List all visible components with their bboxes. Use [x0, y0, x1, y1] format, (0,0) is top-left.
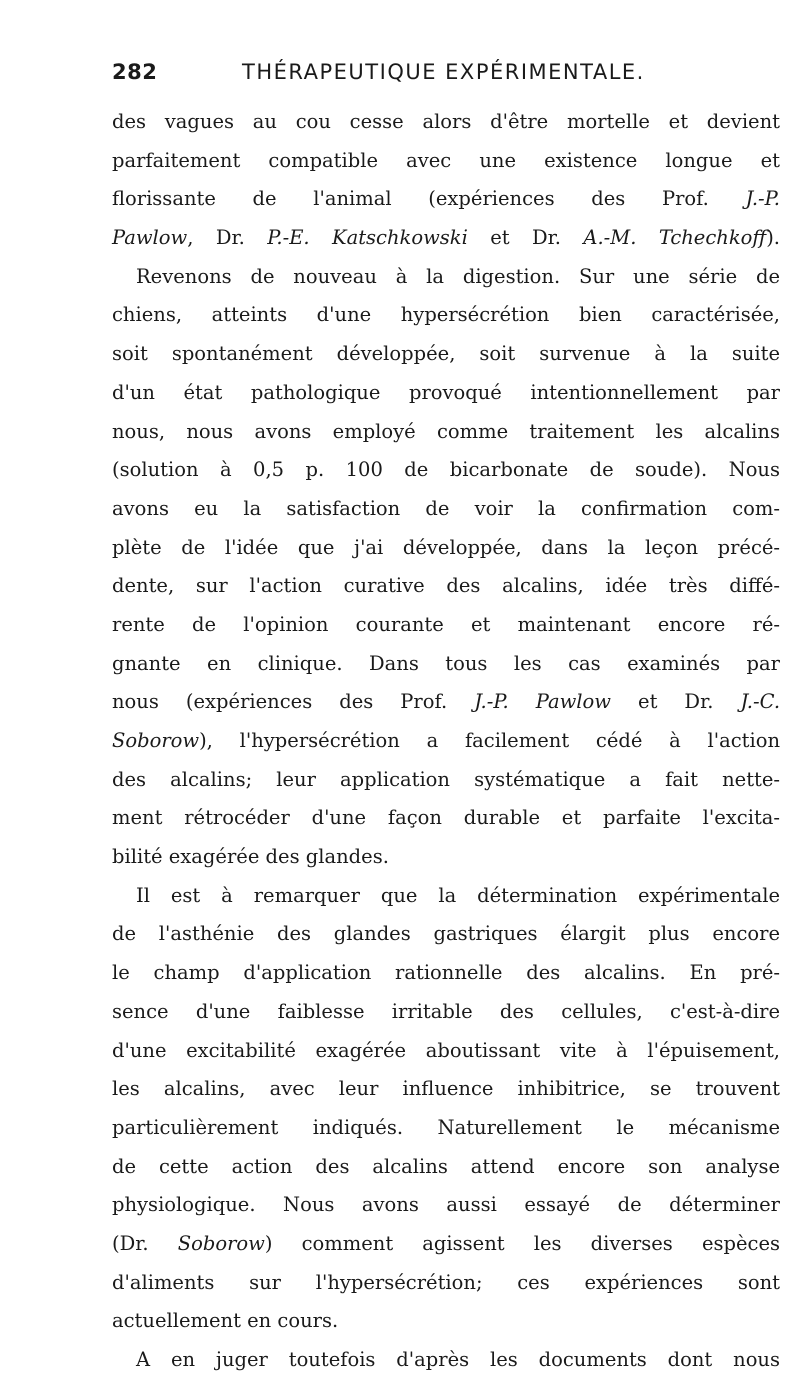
text-line: d'une excitabilité exagérée aboutissant vite à l'épuisement, [112, 1038, 780, 1062]
running-title: THÉRAPEUTIQUE EXPÉRIMENTALE. [242, 60, 645, 84]
text-line: plète de l'idée que j'ai développée, dans la leçon précé- [112, 535, 780, 559]
text-line: Pawlow, Dr. P.-E. Katschkowski et Dr. A.-M. Tchechkoff). [112, 226, 781, 250]
text-line: parfaitement compatible avec une existence longue et [112, 148, 780, 172]
text-line: d'aliments sur l'hypersécrétion; ces expériences sont [112, 1270, 780, 1294]
text-line: Soborow), l'hypersécrétion a facilement cédé à l'action [112, 729, 780, 752]
text-line: nous (expériences des Prof. J.-P. Pawlow et Dr. J.-C. [112, 690, 781, 714]
text-line: physiologique. Nous avons aussi essayé de déterminer [112, 1193, 780, 1217]
text-line: Revenons de nouveau à la digestion. Sur une série de [136, 264, 780, 288]
text-line: (solution à 0,5 p. 100 de bicarbonate de soude). Nous [112, 458, 780, 482]
text-line: avons eu la satisfaction de voir la confirmation com- [112, 496, 780, 520]
text-line: florissante de l'animal (expériences des Prof. J.-P. [112, 187, 780, 211]
text-line: A en juger toutefois d'après les documents dont nous [136, 1348, 780, 1371]
text-line: soit spontanément développée, soit survenue à la suite [112, 342, 780, 366]
text-line: particulièrement indiqués. Naturellement le mécanisme [112, 1115, 780, 1139]
text-line: d'un état pathologique provoqué intentionnellement par [112, 380, 780, 404]
text-line: de l'asthénie des glandes gastriques élargit plus encore [112, 922, 780, 946]
text-line: ment rétrocéder d'une façon durable et parfaite l'excita- [112, 806, 780, 830]
text-line: gnante en clinique. Dans tous les cas examinés par [112, 651, 780, 675]
text-line: Il est à remarquer que la détermination expérimentale [136, 883, 780, 907]
body-text [112, 103, 780, 1380]
text-line: (Dr. Soborow) comment agissent les diverses espèces [112, 1231, 780, 1255]
text-line: le champ d'application rationnelle des alcalins. En pré- [112, 961, 780, 985]
text-line: sence d'une faiblesse irritable des cellules, c'est-à-dire [112, 999, 780, 1023]
text-line: chiens, atteints d'une hypersécrétion bien caractérisée, [112, 303, 780, 327]
text-line: dente, sur l'action curative des alcalins, idée très diffé- [112, 574, 780, 598]
page-number: 282 [112, 60, 158, 84]
text-line: nous, nous avons employé comme traitement les alcalins [112, 419, 780, 443]
text-line: les alcalins, avec leur influence inhibitrice, se trouvent [112, 1077, 780, 1101]
text-line: bilité exagérée des glandes. [112, 845, 389, 869]
page-header [112, 60, 780, 96]
text-line: de cette action des alcalins attend encore son analyse [112, 1154, 780, 1178]
text-line: des vagues au cou cesse alors d'être mortelle et devient [112, 110, 780, 133]
text-line: des alcalins; leur application systématique a fait nette- [112, 767, 780, 791]
text-line: actuellement en cours. [112, 1309, 339, 1333]
text-line: rente de l'opinion courante et maintenant encore ré- [112, 612, 780, 636]
